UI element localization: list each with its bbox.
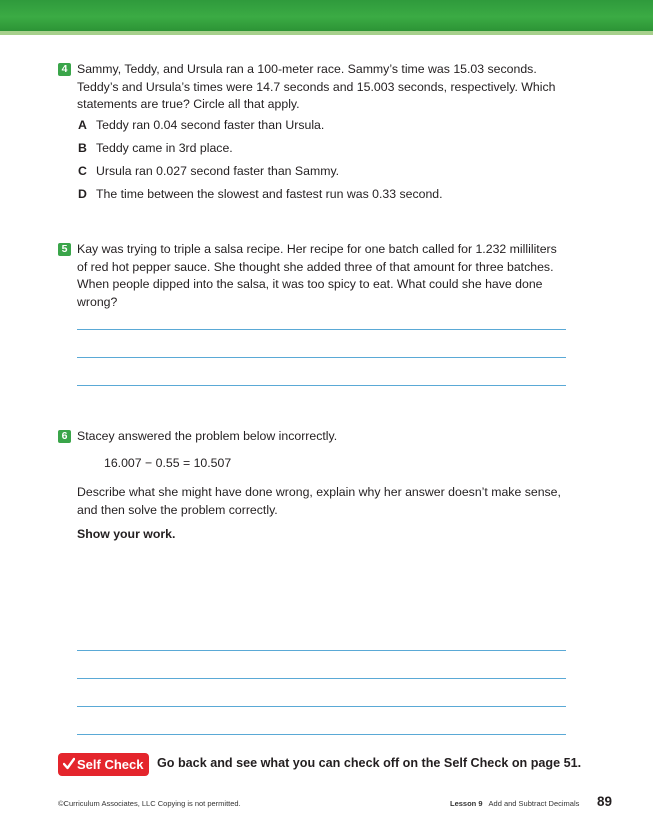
choice-text: Ursula ran 0.027 second faster than Sammy. [96,164,340,178]
instructions-text: Describe what she might have done wrong, explain why her answer doesn’t make sense, and then solve the problem correctly. [77,485,561,517]
show-work-label: Show your work. [77,527,176,541]
choice-a[interactable] [78,117,324,133]
question-5 [58,241,558,311]
answer-line[interactable] [77,734,566,735]
answer-line[interactable] [77,678,566,679]
checkmark-icon [63,757,75,771]
header-banner [0,0,653,31]
question-4 [58,61,578,114]
question-number-badge: 5 [58,243,71,256]
answer-line[interactable] [77,706,566,707]
answer-line[interactable] [77,329,566,330]
copyright-notice: ©Curriculum Associates, LLC Copying is not permitted. [58,799,241,808]
question-text: Kay was trying to triple a salsa recipe. Her recipe for one batch called for 1.232 milliliters of red hot pepper sauce. She thought she added three of that amount for three batches. When people dipped into the salsa, it was too spicy to eat. What could she have done wrong? [77,242,557,309]
choice-text: Teddy came in 3rd place. [96,141,233,155]
question-number-badge: 6 [58,430,71,443]
answer-line[interactable] [77,385,566,386]
question-text: Sammy, Teddy, and Ursula ran a 100-meter race. Sammy’s time was 15.03 seconds. Teddy’s and Ursula’s times were 14.7 seconds and 15.003 seconds, respectively. Which statements are true? Circle all that apply. [77,62,556,111]
header-banner-stripe [0,31,653,35]
choice-text: The time between the slowest and fastest run was 0.33 second. [96,187,443,201]
equation: 16.007 − 0.55 = 10.507 [104,456,232,470]
self-check-text: Go back and see what you can check off on the Self Check on page 51. [157,756,582,770]
answer-line[interactable] [77,650,566,651]
choice-letter: D [78,187,87,201]
page-number: 89 [597,794,613,809]
choice-letter: C [78,164,87,178]
self-check-label: Self Check [77,757,144,772]
choice-d[interactable] [78,186,443,202]
choice-letter: B [78,141,87,155]
question-6 [58,428,578,446]
choice-b[interactable] [78,140,233,156]
self-check-badge [58,753,149,776]
question-6-instructions [77,484,577,519]
choice-letter: A [78,118,87,132]
question-text: Stacey answered the problem below incorrectly. [77,429,338,443]
lesson-number: Lesson 9 [450,799,483,808]
lesson-footer [450,799,579,808]
question-number-badge: 4 [58,63,71,76]
choice-c[interactable] [78,163,339,179]
choice-text: Teddy ran 0.04 second faster than Ursula. [96,118,325,132]
answer-line[interactable] [77,357,566,358]
lesson-title: Add and Subtract Decimals [488,799,580,808]
